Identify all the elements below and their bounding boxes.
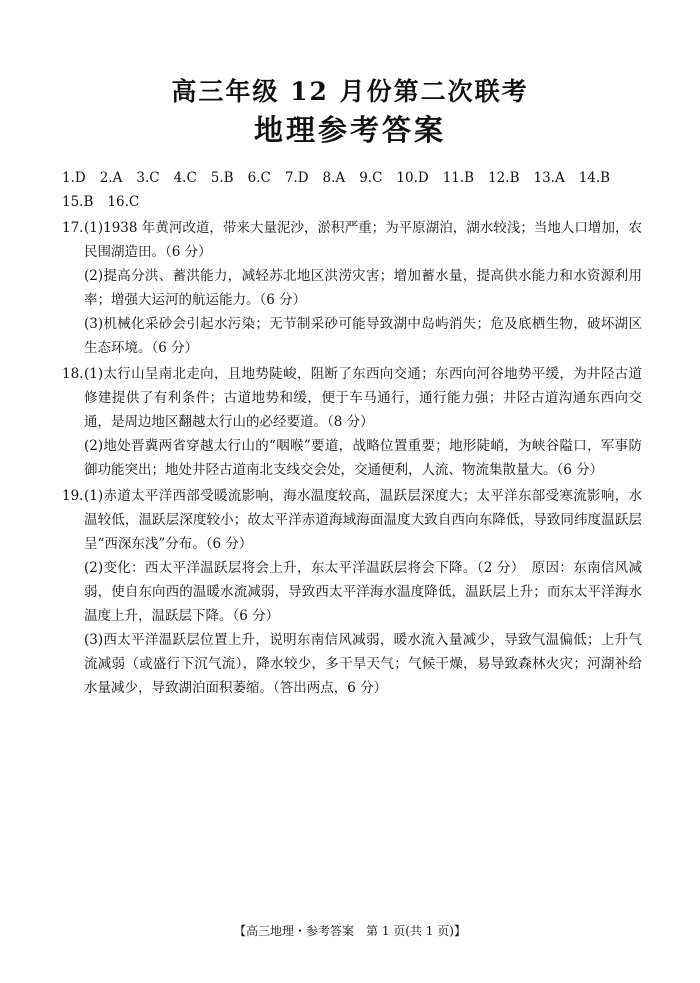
mc-answers-line-1 xyxy=(62,166,642,190)
mc-answer: 6.C xyxy=(247,170,271,186)
page-subtitle: 地理参考答案 xyxy=(253,113,446,147)
answer-part: (1)太行山呈南北走向，且地势陡峻，阻断了东西向交通；东西向河谷地势平缓，为井陉古道修建提供了有利条件；古道地势和缓，便于车马通行，通行能力强；井陉古道沟通东西向交通，是周边地区翻越太行山的必经要道。（8 分） xyxy=(84,366,642,430)
mc-answer: 16.C xyxy=(107,194,140,210)
mc-answer: 13.A xyxy=(533,170,565,186)
question-18 xyxy=(62,362,642,482)
answer-part: (2)地处晋冀两省穿越太行山的“咽喉”要道，战略位置重要；地形陡峭，为峡谷隘口，军事防御功能突出；地处井陉古道南北支线交会处，交通便利，人流、物流集散量大。（6 分） xyxy=(84,438,642,478)
question-number: 17. xyxy=(62,220,84,236)
question-17 xyxy=(62,216,642,360)
page-title: 高三年级 12 月份第二次联考 xyxy=(171,77,529,106)
mc-answer: 10.D xyxy=(396,170,429,186)
answer-part: (2)变化：西太平洋温跃层将会上升，东太平洋温跃层将会下降。（2 分） 原因：东南信风减弱，使自东向西的温暖水流减弱，导致西太平洋海水温度降低，温跃层上升；而东太平洋海水温度上升，温跃层下降。（6 分） xyxy=(84,560,642,624)
mc-answer: 2.A xyxy=(99,170,123,186)
mc-answer: 3.C xyxy=(136,170,160,186)
answer-body xyxy=(62,166,642,700)
mc-answer: 11.B xyxy=(442,170,475,186)
mc-answer: 1.D xyxy=(62,170,86,186)
question-number: 18. xyxy=(62,366,84,382)
mc-answer: 5.B xyxy=(210,170,234,186)
question-number: 19. xyxy=(62,488,84,504)
mc-answer: 12.B xyxy=(488,170,520,186)
mc-answers-line-2 xyxy=(62,190,642,214)
answer-part: (3)机械化采砂会引起水污染；无节制采砂可能导致湖中岛屿消失；危及底栖生物，破坏湖区生态环境。（6 分） xyxy=(84,316,642,356)
mc-answer: 4.C xyxy=(173,170,197,186)
question-19 xyxy=(62,484,642,700)
page-footer: 【高三地理・参考答案 第 1 页(共 1 页)】 xyxy=(234,924,466,938)
mc-answer: 14.B xyxy=(578,170,611,186)
mc-answer: 8.A xyxy=(322,170,346,186)
mc-answer: 15.B xyxy=(62,194,94,210)
answer-part: (2)提高分洪、蓄洪能力，减轻苏北地区洪涝灾害；增加蓄水量，提高供水能力和水资源利用率；增强大运河的航运能力。（6 分） xyxy=(84,268,642,308)
mc-answer: 9.C xyxy=(359,170,383,186)
answer-part: (3)西太平洋温跃层位置上升，说明东南信风减弱，暖水流入量减少，导致气温偏低；上升气流减弱（或盛行下沉气流），降水较少，多干旱天气；气候干燥，易导致森林火灾；河湖补给水量减少，导致湖泊面积萎缩。（答出两点，6 分） xyxy=(84,632,642,696)
mc-answer: 7.D xyxy=(284,170,309,186)
answer-part: (1)1938 年黄河改道，带来大量泥沙，淤积严重；为平原湖泊，湖水较浅；当地人口增加，农民围湖造田。（6 分） xyxy=(84,220,642,260)
answer-part: (1)赤道太平洋西部受暖流影响，海水温度较高，温跃层深度大；太平洋东部受寒流影响，水温较低，温跃层深度较小；故太平洋赤道海域海面温度大致自西向东降低，导致同纬度温跃层呈“西深东浅”分布。（6 分） xyxy=(84,488,642,552)
